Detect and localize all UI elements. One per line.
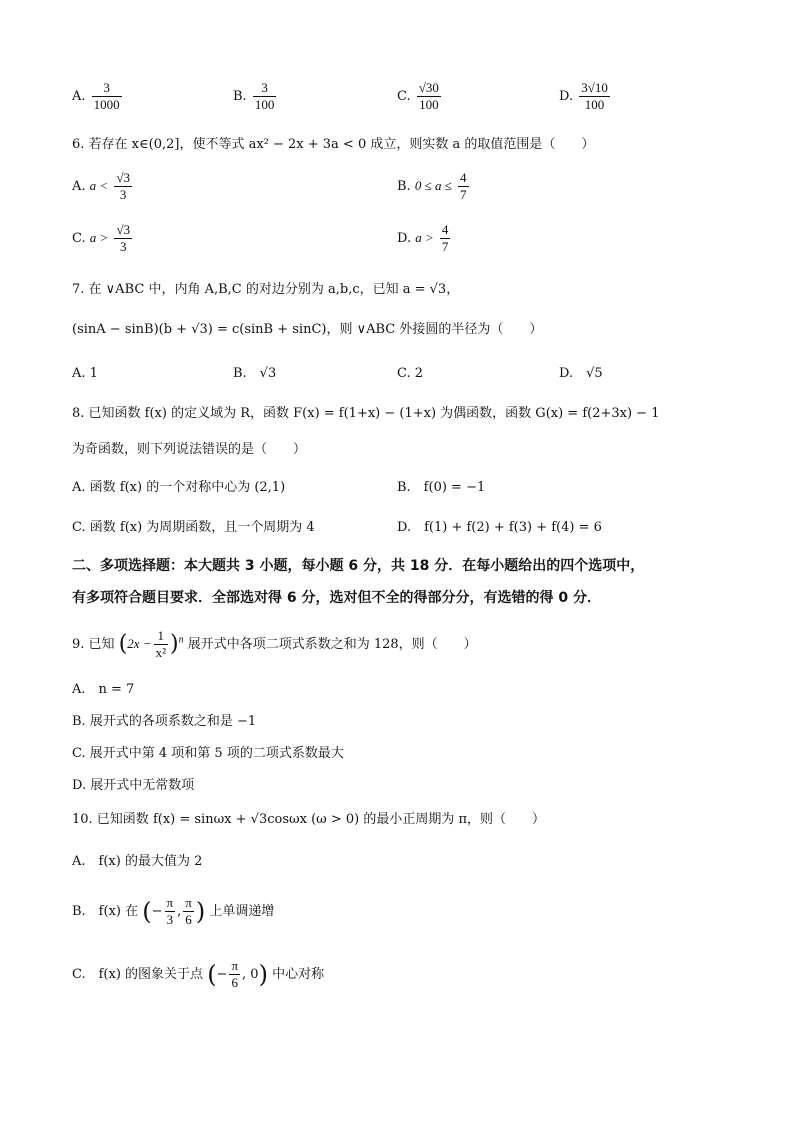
q9-stem-prefix: 9. 已知 [72, 637, 115, 652]
section-2-heading-line-1: 二、多项选择题：本大题共 3 小题，每小题 6 分，共 18 分．在每小题给出的四个选项中， [72, 558, 645, 574]
q5-option-a-numerator: 3 [92, 80, 122, 97]
q7-option-c: C. 2 [397, 366, 424, 381]
q6-option-d-numerator: 4 [441, 222, 449, 237]
q10-option-c-open-paren: ( [207, 960, 217, 989]
q10-option-b-fraction-2 [183, 895, 194, 928]
q9-fraction [154, 628, 168, 661]
q8-stem-line-2: 为奇函数，则下列说法错误的是（ ） [72, 442, 307, 457]
q5-option-d-numerator: 3√10 [581, 80, 608, 95]
q10-option-b-suffix: 上单调递增 [209, 904, 275, 919]
q10-option-c-fraction [229, 958, 240, 991]
q10-option-b-fraction-1-denominator: 3 [166, 912, 174, 927]
q10-option-b-fraction-1 [165, 895, 176, 928]
q6-option-b-numerator: 4 [460, 170, 467, 185]
q8-stem-line-1: 8. 已知函数 f(x) 的定义域为 R，函数 F(x) = f(1+x) − (1+x) 为偶函数，函数 G(x) = f(2+3x) − 1 [72, 406, 660, 421]
q5-option-b-fraction [253, 80, 277, 113]
q9-option-a: A. n = 7 [72, 682, 135, 697]
q9-stem [72, 628, 477, 661]
q6-option-c-denominator: 3 [120, 239, 127, 254]
q6-option-c-fraction [114, 222, 132, 255]
q5-option-a-label: A. [72, 89, 86, 104]
q6-option-b-denominator: 7 [460, 187, 467, 202]
q6-option-a-denominator: 3 [119, 187, 127, 202]
q5-option-b-numerator: 3 [253, 80, 277, 97]
q6-option-d-fraction [440, 222, 451, 255]
q5-option-b [233, 80, 278, 113]
q6-option-b-expr: 0 ≤ a ≤ [414, 178, 452, 193]
q9-exponent: n [178, 634, 184, 646]
q5-option-c-label: C. [397, 89, 411, 104]
q6-option-c-expr: a > [89, 230, 109, 245]
q5-option-d [559, 80, 612, 113]
q10-option-b [72, 895, 274, 928]
q8-option-c: C. 函数 f(x) 为周期函数，且一个周期为 4 [72, 520, 315, 535]
q6-option-a-fraction [114, 170, 132, 203]
q10-option-c-suffix: 中心对称 [272, 967, 325, 982]
q6-option-c-label: C. [72, 231, 86, 246]
q8-option-b: B. f(0) = −1 [397, 480, 486, 495]
q10-option-c-close-paren: ) [258, 960, 268, 989]
q10-option-b-fraction-1-numerator: π [166, 895, 174, 910]
q6-option-b [397, 170, 471, 203]
q6-option-a-numerator: √3 [116, 170, 130, 185]
q5-option-c-numerator: √30 [418, 80, 439, 95]
q9-option-c: C. 展开式中第 4 项和第 5 项的二项式系数最大 [72, 746, 344, 761]
section-2-heading-line-2: 有多项符合题目要求．全部选对得 6 分，选对但不全的得部分分，有选错的得 0 分． [72, 590, 601, 606]
q9-open-paren: ( [118, 631, 128, 657]
q10-option-b-close-paren: ) [195, 897, 206, 926]
q5-option-a-fraction [92, 80, 122, 113]
q5-option-d-label: D. [559, 89, 574, 104]
q7-option-d: D. √5 [559, 366, 603, 381]
q10-option-b-open-paren: ( [142, 897, 152, 926]
q9-fraction-numerator: 1 [154, 628, 168, 645]
q5-option-b-denominator: 100 [254, 97, 275, 112]
q5-option-d-fraction [579, 80, 610, 113]
q6-option-d-label: D. [397, 231, 412, 246]
q9-close-paren: ) [169, 631, 179, 657]
q7-option-b: B. √3 [233, 366, 277, 381]
q6-option-b-fraction [458, 170, 469, 203]
q6-option-c [72, 222, 134, 255]
q5-option-c-fraction [417, 80, 441, 113]
q10-option-c-minus: − [216, 967, 228, 982]
q5-option-b-label: B. [233, 89, 247, 104]
q6-option-a-label: A. [72, 179, 86, 194]
q10-option-c-tail: , 0 [242, 967, 259, 982]
q6-option-b-label: B. [397, 179, 411, 194]
q8-option-a: A. 函数 f(x) 的一个对称中心为 (2,1) [72, 480, 286, 495]
q10-option-b-comma: , [177, 904, 182, 919]
q6-option-d-expr: a > [415, 230, 434, 245]
q10-option-b-minus: − [151, 904, 163, 919]
q9-stem-suffix: 展开式中各项二项式系数之和为 128，则（ ） [187, 637, 477, 652]
q10-option-c-fraction-numerator: π [231, 958, 239, 973]
q8-option-d: D. f(1) + f(2) + f(3) + f(4) = 6 [397, 520, 602, 535]
q7-stem-line-2: (sinA − sinB)(b + √3) = c(sinB + sinC)，则 ∨ABC 外接圆的半径为（ ） [72, 322, 543, 337]
q6-stem: 6. 若存在 x∈(0,2]，使不等式 ax² − 2x + 3a < 0 成立，则实数 a 的取值范围是（ ） [72, 137, 595, 152]
q6-option-d-denominator: 7 [441, 239, 449, 254]
q5-option-a [72, 80, 124, 113]
q10-option-b-prefix: B. f(x) 在 [72, 904, 139, 919]
q10-option-c [72, 958, 324, 991]
q10-option-a: A. f(x) 的最大值为 2 [72, 854, 203, 869]
q6-option-a [72, 170, 134, 203]
q9-expr: 2x − [127, 636, 152, 651]
q5-option-a-denominator: 1000 [93, 97, 120, 112]
q5-option-d-denominator: 100 [584, 97, 605, 112]
q9-option-d: D. 展开式中无常数项 [72, 778, 195, 793]
q9-fraction-denominator: x² [155, 645, 166, 660]
q7-option-a: A. 1 [72, 366, 98, 381]
q10-option-c-fraction-denominator: 6 [231, 975, 238, 990]
q10-option-c-prefix: C. f(x) 的图象关于点 [72, 967, 204, 982]
q10-option-b-fraction-2-numerator: π [185, 895, 192, 910]
q6-option-c-numerator: √3 [116, 222, 131, 237]
q6-option-d [397, 222, 452, 255]
q7-stem-line-1: 7. 在 ∨ABC 中，内角 A,B,C 的对边分别为 a,b,c，已知 a = √3， [72, 282, 460, 297]
q6-option-a-expr: a < [89, 178, 109, 193]
q10-stem: 10. 已知函数 f(x) = sinωx + √3cosωx (ω > 0) 的最小正周期为 π，则（ ） [72, 812, 546, 827]
q5-option-c [397, 80, 443, 113]
q10-option-b-fraction-2-denominator: 6 [185, 912, 192, 927]
q9-option-b: B. 展开式的各项系数之和是 −1 [72, 714, 257, 729]
q5-option-c-denominator: 100 [419, 97, 439, 112]
